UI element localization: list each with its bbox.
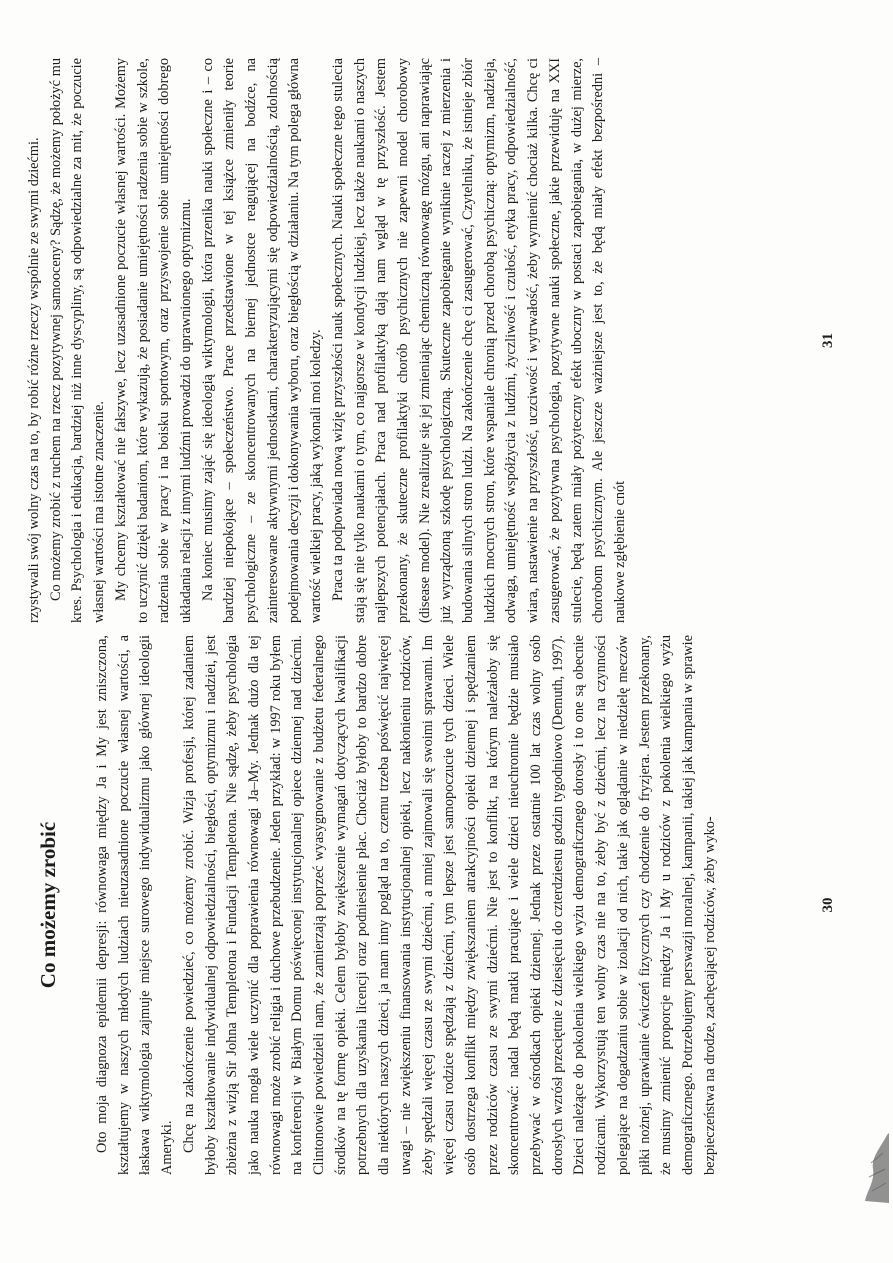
right-paragraph-2: Co możemy zrobić z ruchem na rzecz pozytywnej samooceny? Sądzę, że możemy położyć mu kres. Psychologia i edukacja, bardziej niż inne dyscypliny, są odpowiedzialne za mit, że poczucie własnej wartości ma istotne znaczenie. [47,58,108,623]
right-page-text [24,58,632,623]
left-paragraph-1: Oto moja diagnoza epidemii depresji: równowaga między Ja i My jest zniszczona, kształtujemy w naszych młodych ludziach nieuzasadnione poczucie własnej wartości, a łaskawa wiktymologia zajmuje miejsce surowego indywidualizmu jako głównej ideologii Ameryki. [94,635,176,1175]
left-page [0,635,893,1175]
left-paragraph-2: Chcę na zakończenie powiedzieć, co możemy zrobić. Wizja profesji, której zadaniem byłoby kształtowanie indywidualnej odpowiedzialności, biegłości, optymizmu i nadziei, jest zbieżna z wizją Sir Johna Templetona i Fundacji Templetona. Nie sądzę, żeby psychologia jako nauka mogła wiele uczynić dla poprawienia równowagi Ja–My. Jednak dużo dla tej równowagi może zrobić religia i duchowe przebudzenie. Jeden przykład: w 1997 roku byłem na konferencji w Białym Domu poświęconej instytucjonalnej opiece dziennej nad dziećmi. Clintonowie powiedzieli nam, że zamierzają poprzeć wyasygnowanie z budżetu federalnego środków na tę formę opieki. Celem byłoby zwiększenie wymagań dotyczących kwalifikacji potrzebnych dla uzyskania licencji oraz podniesienie płac. Chociaż byłoby to bardzo dobre dla niektórych naszych dzieci, ja mam inny pogląd na to, czemu trzeba poświęcić najwięcej uwagi – nie zwiększeniu finansowania instytucjonalnej opieki, lecz nakłonieniu rodziców, żeby spędzali więcej czasu ze swymi dziećmi, a mniej zajmowali się swoimi sprawami. Im więcej czasu rodzice spędzają z dziećmi, tym lepsze jest samopoczucie tych dzieci. Wiele osób dostrzega konflikt między zwiększaniem atrakcyjności opieki dziennej i spędzaniem przez rodziców czasu ze swymi dziećmi. Nie jest to konflikt, na którym należałoby się skoncentrować: nadal będą matki pracujące i wiele dzieci nieuchronnie będzie musiało przebywać w ośrodkach opieki dziennej. Jednak przez ostatnie 100 lat czas wolny osób dorosłych wzrósł przeciętnie z dziesięciu do czterdziestu godzin tygodniowo (Demuth, 1997). Dzieci należące do pokolenia wielkiego wyżu demograficznego dorosły i to one są obecnie rodzicami. Wykorzystują ten wolny czas nie na to, żeby być z dziećmi, lecz na czynności polegające na dogadzaniu sobie w izolacji od nich, takie jak oglądanie w niedzielę meczów piłki nożnej, uprawianie ćwiczeń fizycznych czy chodzenie do fryzjera. Jestem przekonany, że musimy zmienić proporcje między Ja i My u rodziców z pokolenia wielkiego wyżu demograficznego. Potrzebujemy perswazji moralnej, kampanii, takiej jak kampania w sprawie bezpieczeństwa na drodze, zachęcającej rodziców, żeby wyko- [180,635,718,1175]
page-number-left: 30 [820,897,836,913]
section-title: Co możemy zrobić [36,821,60,989]
page-number-right: 31 [820,333,836,348]
right-paragraph-3: My chcemy kształtować nie fałszywe, lecz uzasadnione poczucie własnej wartości. Możemy to uczynić dzięki badaniom, które wykazują, że posiadanie umiejętności radzenia sobie w szkole, radzenia sobie w pracy i na boisku sportowym, oraz przyswojenie sobie umiejętności dobrego układania relacji z innymi ludźmi prowadzi do uprawnionego optymizmu. [112,58,194,623]
left-page-text [92,635,721,1175]
right-page [0,58,893,623]
right-paragraph-4: Na koniec musimy zająć się ideologią wiktymologii, która przenika nauki społeczne i – co bardziej niepokojące – społeczeństwo. Prace przedstawione w tej książce zmieniły teorie psychologiczne – ze skoncentrowanych na biernej jednostce reagującej na bodźce, na zainteresowane aktywnymi jednostkami, charakteryzującymi się odpowiedzialnością, zdolnością podejmowania decyzji i dokonywania wyboru, oraz biegłością w działaniu. Na tym polega główna wartość wielkiej pracy, jaką wykonali moi koledzy. [199,58,325,623]
right-paragraph-5: Praca ta podpowiada nową wizję przyszłości nauk społecznych. Nauki społeczne tego stulecia stają się nie tylko naukami o tym, co najgorsze w kondycji ludzkiej, lecz także naukami o naszych najlepszych potencjałach. Praca nad profilaktyką dają nam wgląd w tę przyszłość. Jestem przekonany, że skuteczne profilaktyki chorób psychicznych nie zapewni model chorobowy (disease model). Nie zrealizuje się jej zmieniając chemiczną równowagę mózgu, ani naprawiając już wyrządzoną szkodę psychologiczną. Skuteczne zapobieganie wyniknie raczej z mierzenia i budowania silnych stron ludzi. Na zakończenie chcę ci zasugerować, Czytelniku, że istnieje zbiór ludzkich mocnych stron, które wspaniale chronią przed chorobą psychiczną: optymizm, nadzieja, odwaga, umiejętność współżycia z ludźmi, życzliwość i czułość, etyka pracy, odpowiedzialność, wiara, nastawienie na przyszłość, uczciwość i wytrwałość, żeby wymienić chociaż kilka. Chcę ci zasugerować, że pozytywna psychologia, pozytywne nauki społeczne, jakie przewiduję na XXI stulecie, będą zatem miały pożyteczny efekt uboczny w postaci zapobiegania, w dużej mierze, chorobom psychicznym. Ale jeszcze ważniejsze jest to, że będą miały efekt bezpośredni – naukowe zgłębienie cnót [329,58,628,623]
scan-edge-smudge [863,1133,889,1203]
right-paragraph-1: rzystywali swój wolny czas na to, by robić różne rzeczy wspólnie ze swymi dziećmi. [26,137,42,623]
